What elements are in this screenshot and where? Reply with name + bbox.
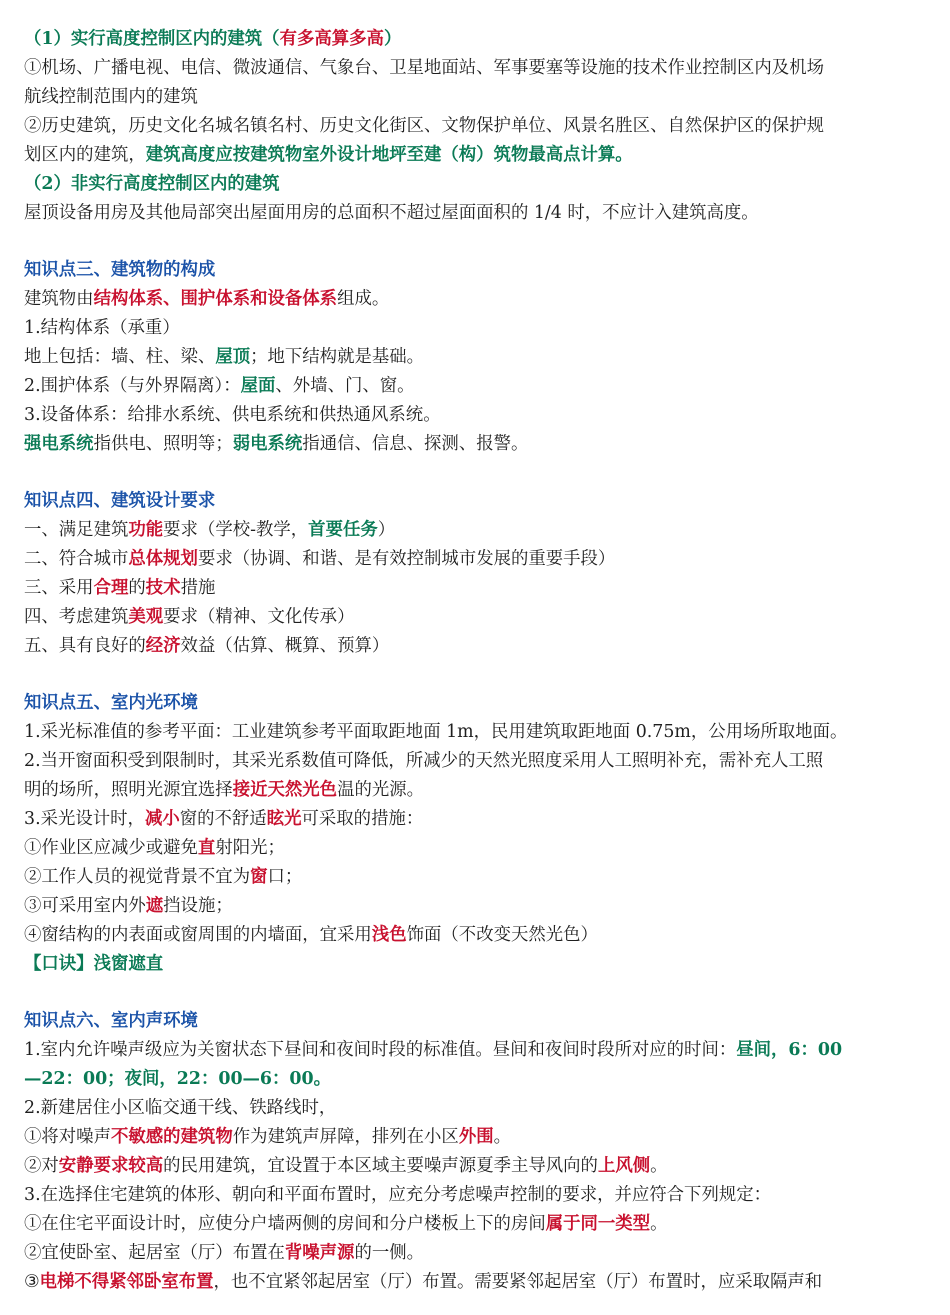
highlight-red: 遮 [145, 896, 164, 916]
highlight-green: 屋顶 [215, 347, 251, 367]
text-segment: 2.新建居住小区临交通干线、铁路线时， [24, 1098, 337, 1118]
highlight-green: 首要任务 [308, 520, 378, 540]
text-segment: ） [377, 520, 396, 540]
highlight-red: 直 [197, 838, 216, 858]
heading-text: 知识点四、建筑设计要求 [24, 491, 216, 511]
highlight-red: 总体规划 [128, 549, 198, 569]
text-segment: 要求（协调、和谐、是有效控制城市发展的重要手段） [197, 549, 616, 569]
highlight-green: 屋面 [240, 376, 276, 396]
text-segment: 1.结构体系（承重） [24, 318, 180, 338]
text-segment: 挡设施； [163, 896, 233, 916]
text-line [24, 516, 928, 545]
text-segment: 组成。 [337, 289, 390, 309]
text-line [24, 314, 928, 343]
text-segment: 饰面（不改变天然光色） [406, 925, 598, 945]
text-line [24, 1094, 928, 1123]
text-line [24, 574, 928, 603]
section-heading [24, 256, 928, 285]
text-segment: 地上包括：墙、柱、梁、 [24, 347, 216, 367]
text-line [24, 430, 928, 459]
text-line [24, 747, 928, 776]
text-segment: 建筑物由 [24, 289, 94, 309]
highlight-red: 窗 [250, 867, 268, 887]
text-segment: 措施 [180, 578, 216, 598]
text-segment: 屋顶设备用房及其他局部突出屋面用房的总面积不超过屋面面积的 1/4 时，不应计入建筑高度。 [24, 203, 759, 223]
text-segment: 3.在选择住宅建筑的体形、朝向和平面布置时，应充分考虑噪声控制的要求，并应符合下列规定： [24, 1185, 772, 1205]
text-line [24, 1181, 928, 1210]
text-segment: 窗的不舒适 [179, 809, 267, 829]
highlight-red: 浅色 [371, 925, 407, 945]
highlight-red: 外围 [458, 1127, 494, 1147]
highlight-red: 背噪声源 [284, 1243, 355, 1263]
text-line [24, 1036, 928, 1065]
text-line [24, 1152, 928, 1181]
highlight-green: ） [383, 29, 402, 49]
text-segment: 指通信、信息、探测、报警。 [302, 434, 529, 454]
text-segment: ①在住宅平面设计时，应使分户墙两侧的房间和分户楼板上下的房间 [24, 1214, 546, 1234]
text-line [24, 921, 928, 950]
text-segment: 的 [128, 578, 146, 598]
text-segment: ，也不宜紧邻起居室（厅）布置。需要紧邻起居室（厅）布置时，应采取隔声和 [213, 1272, 823, 1292]
text-line [24, 718, 928, 747]
highlight-red: 安静要求较高 [58, 1156, 164, 1176]
text-segment: 3.设备体系：给排水系统、供电系统和供热通风系统。 [24, 405, 441, 425]
section-heading [24, 487, 928, 516]
text-line [24, 892, 928, 921]
text-segment: ④窗结构的内表面或窗周围的内墙面，宜采用 [24, 925, 372, 945]
highlight-red: 结构体系、围护体系和设备体系 [93, 289, 338, 309]
highlight-red: 减小 [144, 809, 180, 829]
text-segment: 明的场所，照明光源宜选择 [24, 780, 233, 800]
text-segment: 效益（估算、概算、预算） [180, 636, 390, 656]
text-segment: ③可采用室内外 [24, 896, 146, 916]
highlight-red: 经济 [145, 636, 181, 656]
text-segment: ③ [24, 1272, 40, 1292]
text-line [24, 343, 928, 372]
highlight-red: 美观 [128, 607, 164, 627]
heading-text: 知识点三、建筑物的构成 [24, 260, 216, 280]
text-segment: 。 [650, 1156, 668, 1176]
highlight-red: 技术 [145, 578, 181, 598]
subsection-heading [24, 170, 928, 199]
text-line [24, 1123, 928, 1152]
text-segment: ①作业区应减少或避免 [24, 838, 198, 858]
text-line [24, 1210, 928, 1239]
highlight-green: 弱电系统 [232, 434, 303, 454]
text-segment: ①将对噪声 [24, 1127, 111, 1147]
text-line [24, 603, 928, 632]
highlight-green: 【口诀】浅窗遮直 [24, 954, 164, 974]
heading-text: 知识点五、室内光环境 [24, 693, 198, 713]
highlight-red: 功能 [128, 520, 164, 540]
text-segment: 2.围护体系（与外界隔离）： [24, 376, 241, 396]
text-line [24, 632, 928, 661]
text-line [24, 199, 928, 228]
text-segment: 五、具有良好的 [24, 636, 146, 656]
text-segment: 1.室内允许噪声级应为关窗状态下昼间和夜间时段的标准值。昼间和夜间时段所对应的时间： [24, 1040, 737, 1060]
text-segment: 。 [650, 1214, 668, 1234]
text-line [24, 401, 928, 430]
highlight-red: 属于同一类型 [545, 1214, 651, 1234]
section-heading [24, 1007, 928, 1036]
subsection-heading [24, 25, 928, 54]
text-line [24, 863, 928, 892]
text-segment: 、外墙、门、窗。 [275, 376, 415, 396]
text-segment: ；地下结构就是基础。 [250, 347, 425, 367]
highlight-green: 强电系统 [24, 434, 94, 454]
heading-text: 知识点六、室内声环境 [24, 1011, 198, 1031]
highlight-red: 有多高算多高 [279, 29, 384, 49]
highlight-green: （2）非实行高度控制区内的建筑 [24, 174, 280, 194]
text-line [24, 372, 928, 401]
highlight-red: 合理 [93, 578, 129, 598]
highlight-green: （1）实行高度控制区内的建筑（ [24, 29, 280, 49]
highlight-red: 眩光 [266, 809, 302, 829]
text-segment: 口； [267, 867, 303, 887]
text-line [24, 54, 928, 83]
text-segment: 划区内的建筑， [24, 145, 146, 165]
text-line [24, 83, 928, 112]
text-segment: 的一侧。 [354, 1243, 425, 1263]
subsection-heading [24, 950, 928, 979]
text-segment: 二、符合城市 [24, 549, 129, 569]
text-segment: 1.采光标准值的参考平面：工业建筑参考平面取距地面 1m，民用建筑取距地面 0.75m，公用场所取地面。 [24, 722, 848, 742]
text-segment: 要求（精神、文化传承） [163, 607, 355, 627]
highlight-green: 昼间，6：00 [736, 1040, 843, 1060]
text-line [24, 776, 928, 805]
text-segment: 。 [493, 1127, 512, 1147]
text-segment: 作为建筑声屏障，排列在小区 [232, 1127, 459, 1147]
text-line [24, 112, 928, 141]
text-segment: ②对 [24, 1156, 59, 1176]
text-line [24, 1239, 928, 1268]
text-segment: 2.当开窗面积受到限制时，其采光系数值可降低，所减少的天然光照度采用人工照明补充，需补充人工照 [24, 751, 824, 771]
highlight-red: 上风侧 [597, 1156, 651, 1176]
text-line [24, 1065, 928, 1094]
text-line [24, 1268, 928, 1297]
text-line [24, 805, 928, 834]
text-segment: ①机场、广播电视、电信、微波通信、气象台、卫星地面站、军事要塞等设施的技术作业控制区内及机场 [24, 58, 824, 78]
highlight-green: —22：00；夜间，22：00—6：00。 [24, 1069, 332, 1089]
text-line [24, 545, 928, 574]
text-segment: 要求（学校-教学， [163, 520, 309, 540]
text-segment: 航线控制范围内的建筑 [24, 87, 198, 107]
text-segment: 温的光源。 [337, 780, 425, 800]
highlight-red: 电梯不得紧邻卧室布置 [39, 1272, 214, 1292]
section-heading [24, 689, 928, 718]
text-segment: 的民用建筑，宜设置于本区域主要噪声源夏季主导风向的 [163, 1156, 598, 1176]
text-segment: 3.采光设计时， [24, 809, 145, 829]
highlight-red: 不敏感的建筑物 [110, 1127, 233, 1147]
text-line [24, 285, 928, 314]
text-segment: 三、采用 [24, 578, 94, 598]
highlight-red: 接近天然光色 [232, 780, 338, 800]
text-line [24, 141, 928, 170]
text-segment: ②历史建筑，历史文化名城名镇名村、历史文化街区、文物保护单位、风景名胜区、自然保护区的保护规 [24, 116, 824, 136]
highlight-green: 建筑高度应按建筑物室外设计地坪至建（构）筑物最高点计算。 [145, 145, 633, 165]
text-segment: 射阳光； [215, 838, 285, 858]
text-segment: 指供电、照明等； [93, 434, 233, 454]
text-segment: ②工作人员的视觉背景不宜为 [24, 867, 251, 887]
text-segment: 四、考虑建筑 [24, 607, 129, 627]
text-segment: ②宜使卧室、起居室（厅）布置在 [24, 1243, 285, 1263]
text-segment: 一、满足建筑 [24, 520, 129, 540]
text-line [24, 834, 928, 863]
text-segment: 可采取的措施： [301, 809, 424, 829]
